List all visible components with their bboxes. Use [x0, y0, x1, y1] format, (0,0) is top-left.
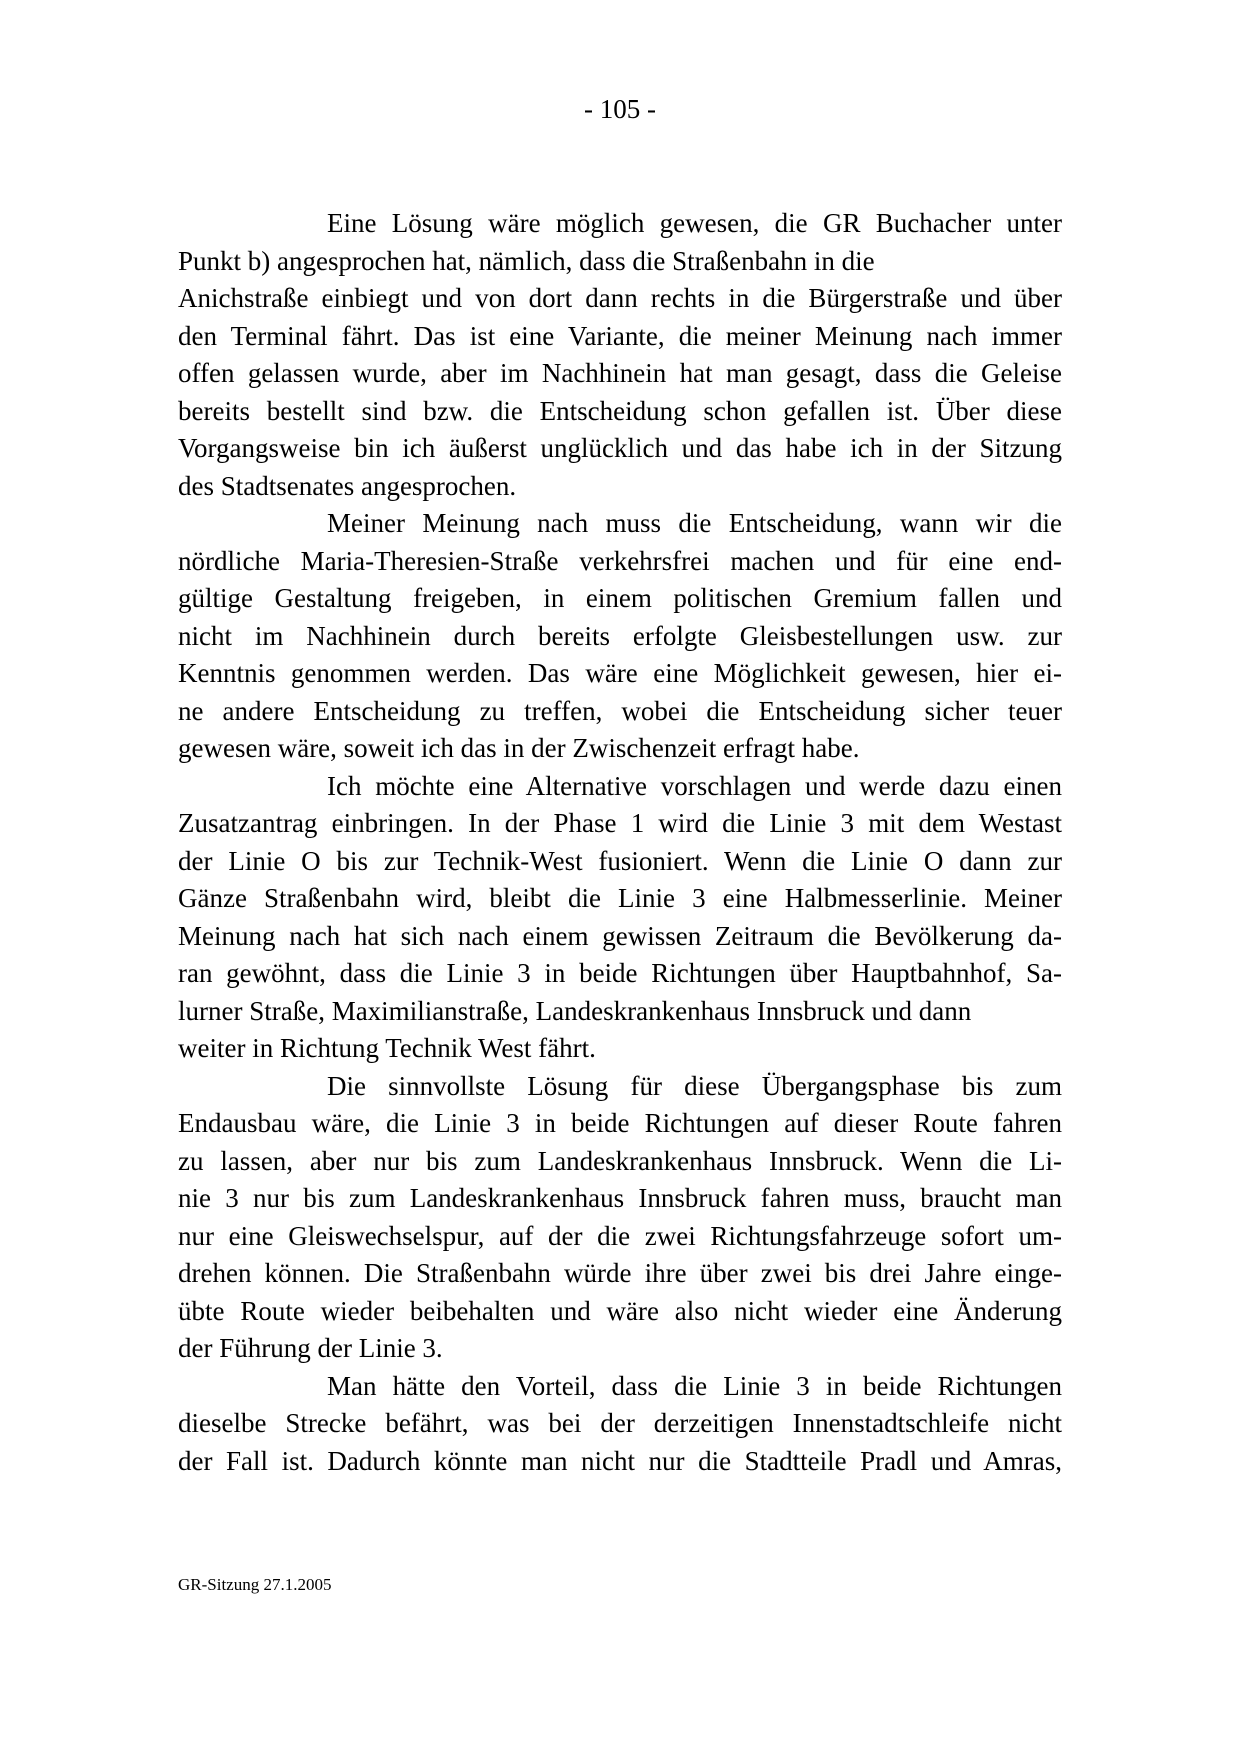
text-line: übte Route wieder beibehalten und wäre also nicht wieder eine Änderung: [178, 1295, 1062, 1326]
text-line: Die sinnvollste Lösung für diese Übergangsphase bis zum: [327, 1070, 1062, 1101]
body-text: [178, 205, 1062, 1480]
text-line: Endausbau wäre, die Linie 3 in beide Richtungen auf dieser Route fahren: [178, 1108, 1062, 1138]
text-line: zu lassen, aber nur bis zum Landeskrankenhaus Innsbruck. Wenn die Li-: [178, 1145, 1062, 1176]
text-line: weiter in Richtung Technik West fährt.: [178, 1033, 596, 1063]
text-line: offen gelassen wurde, aber im Nachhinein hat man gesagt, dass die Geleise: [178, 358, 1062, 388]
text-line: Anichstraße einbiegt und von dort dann rechts in die Bürgerstraße und über: [178, 283, 1062, 313]
text-line: nördliche Maria-Theresien-Straße verkehrsfrei machen und für eine end-: [178, 545, 1062, 576]
text-line: ne andere Entscheidung zu treffen, wobei die Entscheidung sicher teuer: [178, 695, 1062, 726]
text-line: Meiner Meinung nach muss die Entscheidung, wann wir die: [327, 508, 1062, 538]
text-line: gültige Gestaltung freigeben, in einem politischen Gremium fallen und: [178, 583, 1062, 613]
text-line: nicht im Nachhinein durch bereits erfolgte Gleisbestellungen usw. zur: [178, 620, 1062, 651]
page-number: - 105 -: [584, 94, 656, 124]
text-line: Man hätte den Vorteil, dass die Linie 3 in beide Richtungen: [327, 1370, 1062, 1401]
text-line: dieselbe Strecke befährt, was bei der derzeitigen Innenstadtschleife nicht: [178, 1408, 1062, 1438]
text-line: der Fall ist. Dadurch könnte man nicht nur die Stadtteile Pradl und Amras,: [178, 1445, 1062, 1476]
text-line: des Stadtsenates angesprochen.: [178, 470, 517, 501]
text-line: Gänze Straßenbahn wird, bleibt die Linie 3 eine Halbmesserlinie. Meiner: [178, 883, 1062, 913]
text-line: Eine Lösung wäre möglich gewesen, die GR Buchacher unter: [327, 208, 1062, 238]
footer-session-date: GR-Sitzung 27.1.2005: [178, 1575, 332, 1594]
text-line: der Linie O bis zur Technik-West fusioniert. Wenn die Linie O dann zur: [178, 845, 1062, 876]
text-line: der Führung der Linie 3.: [178, 1333, 443, 1363]
text-line: gewesen wäre, soweit ich das in der Zwischenzeit erfragt habe.: [178, 733, 860, 763]
text-line: nur eine Gleiswechselspur, auf der die zwei Richtungsfahrzeuge sofort um-: [178, 1220, 1062, 1251]
text-line: Zusatzantrag einbringen. In der Phase 1 wird die Linie 3 mit dem Westast: [178, 808, 1062, 838]
text-line: nie 3 nur bis zum Landeskrankenhaus Innsbruck fahren muss, braucht man: [178, 1183, 1062, 1213]
text-line: bereits bestellt sind bzw. die Entscheidung schon gefallen ist. Über diese: [178, 395, 1062, 426]
text-line: ran gewöhnt, dass die Linie 3 in beide Richtungen über Hauptbahnhof, Sa-: [178, 958, 1062, 988]
text-line: Vorgangsweise bin ich äußerst unglücklich und das habe ich in der Sitzung: [178, 433, 1062, 463]
text-line: lurner Straße, Maximilianstraße, Landeskrankenhaus Innsbruck und dann: [178, 995, 972, 1026]
text-line: Kenntnis genommen werden. Das wäre eine Möglichkeit gewesen, hier ei-: [178, 658, 1062, 688]
text-line: Punkt b) angesprochen hat, nämlich, dass die Straßenbahn in die: [178, 245, 875, 276]
text-line: den Terminal fährt. Das ist eine Variante, die meiner Meinung nach immer: [178, 320, 1062, 351]
text-line: Ich möchte eine Alternative vorschlagen und werde dazu einen: [327, 770, 1062, 801]
text-line: Meinung nach hat sich nach einem gewissen Zeitraum die Bevölkerung da-: [178, 920, 1062, 951]
text-line: drehen können. Die Straßenbahn würde ihre über zwei bis drei Jahre einge-: [178, 1258, 1062, 1288]
